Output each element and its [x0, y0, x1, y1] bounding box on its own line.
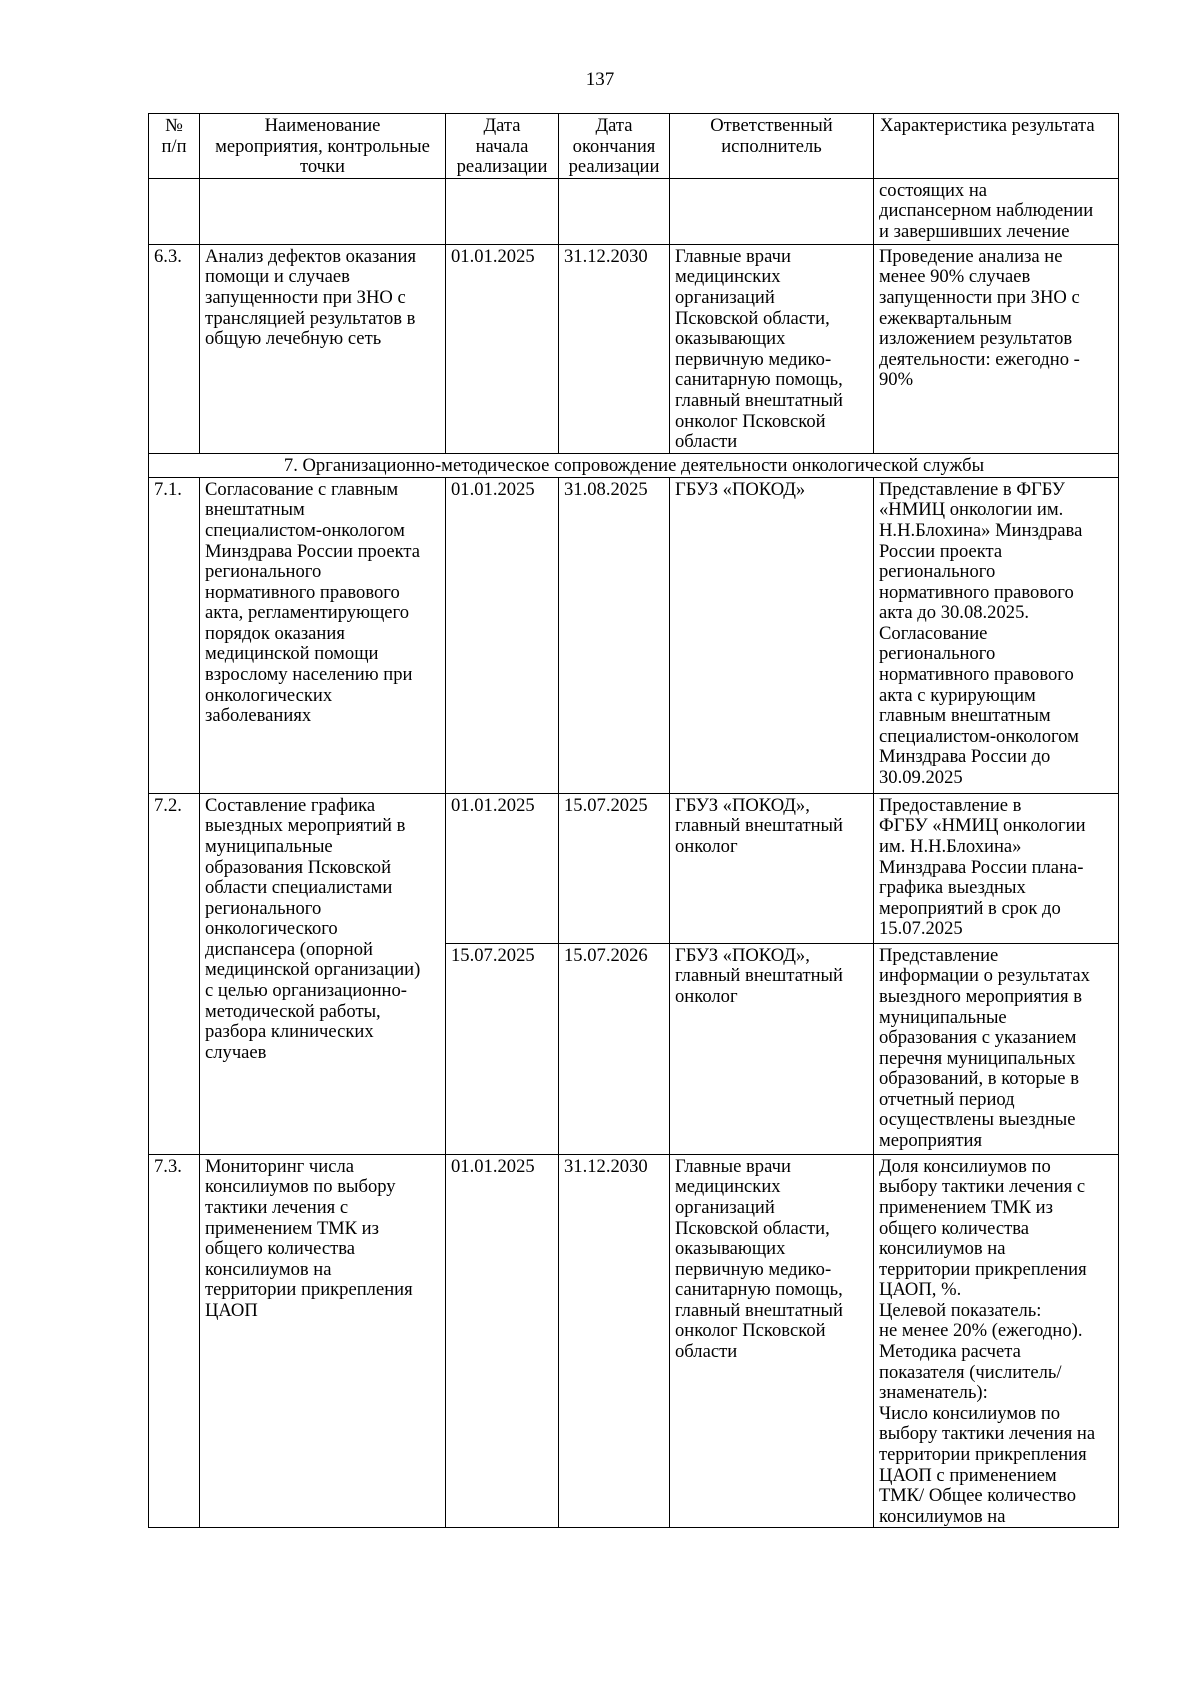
- header-number: № п/п: [149, 114, 200, 179]
- cell-end-date: 15.07.2026: [559, 943, 670, 1154]
- cell-number: 7.2.: [149, 793, 200, 1154]
- cell-name: Составление графика выездных мероприятий в муниципальные образования Псковской области специалистами регионального онкологического диспансера (опорной медицинской организации) с целью организационно- методической работы, разбора клинических случаев: [200, 793, 446, 1154]
- cell-responsible: ГБУЗ «ПОКОД», главный внештатный онколог: [670, 793, 874, 943]
- cell-result: Представление в ФГБУ «НМИЦ онкологии им. Н.Н.Блохина» Минздрава России проекта регионального нормативного правового акта до 30.08.2025. Согласование регионального нормативного правового акта с курирующим главным внештатным специалистом-онкологом Минздрава России до 30.09.2025: [874, 477, 1119, 793]
- header-end-date: Дата окончания реализации: [559, 114, 670, 179]
- cell-result: Доля консилиумов по выбору тактики лечения с применением ТМК из общего количества консилиумов на территории прикрепления ЦАОП, %. Целевой показатель: не менее 20% (ежегодно). Методика расчета показателя (числитель/ знаменатель): Число консилиумов по выбору тактики лечения на территории прикрепления ЦАОП с применением ТМК/ Общее количество консилиумов на: [874, 1154, 1119, 1528]
- cell-end-date: 15.07.2025: [559, 793, 670, 943]
- cell-empty: [670, 178, 874, 244]
- cell-start-date: 15.07.2025: [446, 943, 559, 1154]
- cell-responsible: Главные врачи медицинских организаций Псковской области, оказывающих первичную медико- санитарную помощь, главный внештатный онколог Псковской области: [670, 244, 874, 453]
- cell-start-date: 01.01.2025: [446, 244, 559, 453]
- cell-result: состоящих на диспансерном наблюдении и завершивших лечение: [874, 178, 1119, 244]
- cell-result: Предоставление в ФГБУ «НМИЦ онкологии им. Н.Н.Блохина» Минздрава России плана- графика выездных мероприятий в срок до 15.07.2025: [874, 793, 1119, 943]
- table-header-row: [149, 114, 1119, 179]
- table-row: [149, 477, 1119, 793]
- cell-responsible: Главные врачи медицинских организаций Псковской области, оказывающих первичную медико- санитарную помощь, главный внештатный онколог Псковской области: [670, 1154, 874, 1528]
- table-row: [149, 244, 1119, 453]
- cell-responsible: ГБУЗ «ПОКОД»: [670, 477, 874, 793]
- header-responsible: Ответственный исполнитель: [670, 114, 874, 179]
- cell-end-date: 31.12.2030: [559, 244, 670, 453]
- cell-empty: [446, 178, 559, 244]
- cell-end-date: 31.12.2030: [559, 1154, 670, 1528]
- cell-name: Мониторинг числа консилиумов по выбору тактики лечения с применением ТМК из общего количества консилиумов на территории прикрепления ЦАОП: [200, 1154, 446, 1528]
- section-heading: 7. Организационно-методическое сопровождение деятельности онкологической службы: [149, 453, 1119, 477]
- cell-number: 7.1.: [149, 477, 200, 793]
- cell-result: Представление информации о результатах выездного мероприятия в муниципальные образования с указанием перечня муниципальных образований, в которые в отчетный период осуществлены выездные мероприятия: [874, 943, 1119, 1154]
- cell-empty: [559, 178, 670, 244]
- cell-result: Проведение анализа не менее 90% случаев запущенности при ЗНО с ежеквартальным изложением результатов деятельности: ежегодно - 90%: [874, 244, 1119, 453]
- cell-start-date: 01.01.2025: [446, 1154, 559, 1528]
- header-start-date: Дата начала реализации: [446, 114, 559, 179]
- cell-name: Анализ дефектов оказания помощи и случаев запущенности при ЗНО с трансляцией результатов в общую лечебную сеть: [200, 244, 446, 453]
- cell-number: 7.3.: [149, 1154, 200, 1528]
- cell-start-date: 01.01.2025: [446, 477, 559, 793]
- cell-empty: [149, 178, 200, 244]
- measures-table: [148, 113, 1119, 1528]
- cell-number: 6.3.: [149, 244, 200, 453]
- cell-responsible: ГБУЗ «ПОКОД», главный внештатный онколог: [670, 943, 874, 1154]
- table-row: [149, 178, 1119, 244]
- cell-end-date: 31.08.2025: [559, 477, 670, 793]
- cell-name: Согласование с главным внештатным специалистом-онкологом Минздрава России проекта регионального нормативного правового акта, регламентирующего порядок оказания медицинской помощи взрослому населению при онкологических заболеваниях: [200, 477, 446, 793]
- header-name: Наименование мероприятия, контрольные точки: [200, 114, 446, 179]
- cell-start-date: 01.01.2025: [446, 793, 559, 943]
- table-row: [149, 793, 1119, 943]
- section-heading-row: [149, 453, 1119, 477]
- table-row: [149, 1154, 1119, 1528]
- page-number: 137: [585, 69, 615, 90]
- header-result: Характеристика результата: [874, 114, 1119, 179]
- cell-empty: [200, 178, 446, 244]
